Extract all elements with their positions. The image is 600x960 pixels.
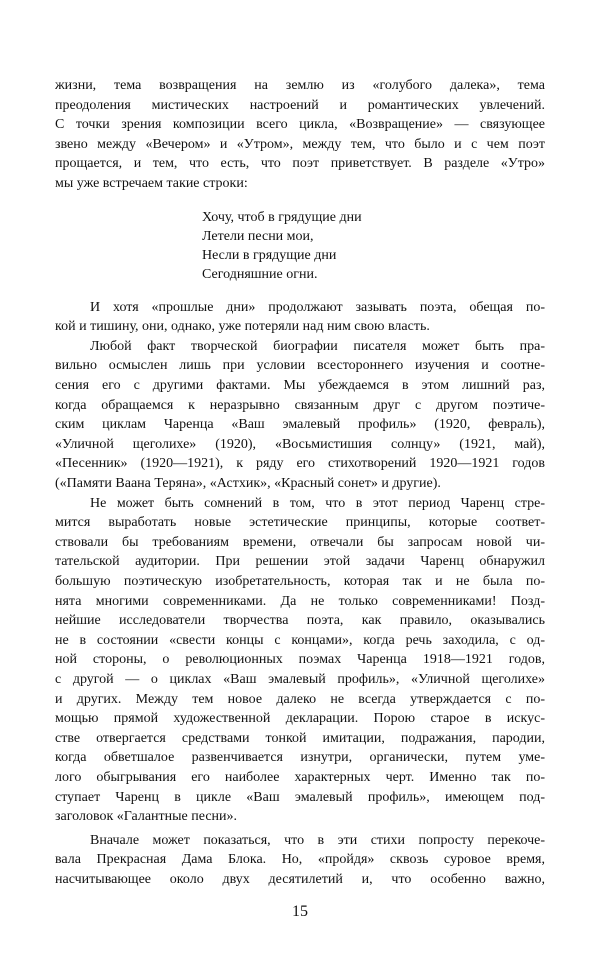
text-line: ствовали бы требованиям времени, отвечали бы запросам новой чи- [55, 534, 545, 550]
text-line: заголовок «Галантные песни». [55, 809, 238, 825]
text-line: кой и тишину, они, однако, уже потеряли над ним свою власть. [55, 319, 430, 335]
text-line: ступает Чаренц в цикле «Ваш эмалевый профиль», имеющем под- [55, 789, 545, 805]
text-line: с другой — о циклах «Ваш эмалевый профиль», «Уличной щеголихе» [55, 672, 545, 687]
text-line: большую поэтическую изобретательность, которая так и не была по- [55, 574, 545, 589]
text-line: не в состоянии «свести концы с концами», когда речь заходила, с од- [55, 632, 545, 648]
text-line: вильно осмыслен лишь при условии всестороннего изучения и соотне- [55, 358, 545, 374]
text-line: мится выработать новые эстетические принципы, которые соответ- [55, 515, 545, 531]
text-line: и других. Между тем новое далеко не всегда утверждается с по- [55, 691, 545, 707]
text-line: («Памяти Ваана Теряна», «Астхик», «Красный сонет» и другие). [55, 476, 441, 491]
text-line: жизни, тема возвращения на землю из «голубого далека», тема [55, 78, 545, 93]
text-line: насчитывающее около двух десятилетий и, что особенно важно, [55, 872, 545, 887]
text-line: мы уже встречаем такие строки: [55, 176, 248, 191]
text-line: прощается, и тем, что есть, что поэт приветствует. В разделе «Утро» [55, 156, 545, 172]
verse-line: Летели песни мои, [202, 228, 314, 244]
text-line: мощью прямой художественной декларации. Порою старое в искус- [55, 711, 545, 727]
text-line: И хотя «прошлые дни» продолжают зазывать поэта, обещая по- [90, 299, 545, 315]
verse-line: Сегодняшние огни. [202, 266, 318, 282]
text-line: «Песенник» (1920—1921), к ряду его стихотворений 1920—1921 годов [55, 456, 545, 472]
text-line: нята многими современниками. Да не только современниками! Позд- [55, 593, 545, 609]
page-number: 15 [292, 902, 308, 920]
text-line: сения его с другими фактами. Мы убеждаемся в этом лишний раз, [55, 378, 545, 393]
text-line: вала Прекрасная Дама Блока. Но, «пройдя» сквозь суровое время, [55, 852, 545, 868]
text-line: ной стороны, о революционных поэмах Чаренца 1918—1921 годов, [55, 652, 545, 668]
text-line: «Уличной щеголихе» (1920), «Восьмистишия солнцу» (1921, май), [55, 436, 545, 452]
text-line: нейшие исследователи творчества поэта, как правило, оказывались [55, 613, 545, 629]
text-line: звено между «Вечером» и «Утром», между тем, что было и с чем поэт [55, 136, 545, 152]
text-line: тательской аудитории. При решении этой задачи Чаренц обнаружил [55, 554, 545, 570]
text-line: когда обветшалое развенчивается изнутри, органически, путем уме- [55, 750, 545, 766]
verse-line: Хочу, чтоб в грядущие дни [202, 209, 362, 225]
text-line: преодоления мистических настроений и романтических увлечений. [55, 97, 545, 113]
text-line: стве отвергается средствами тонкой имитации, подражания, пародии, [55, 730, 545, 746]
text-line: когда обращаемся к неразрывно связанным друг с другом поэтиче- [55, 397, 545, 413]
text-line: Любой факт творческой биографии писателя может быть пра- [90, 338, 545, 354]
text-line: ским циклам Чаренца «Ваш эмалевый профиль» (1920, февраль), [55, 417, 545, 433]
verse-line: Несли в грядущие дни [202, 247, 337, 263]
text-line: С точки зрения композиции всего цикла, «Возвращение» — связующее [55, 117, 545, 133]
text-line: Вначале может показаться, что в эти стихи попросту перекоче- [90, 832, 545, 848]
text-line: лого обыгрывания его наиболее характерных черт. Именно так по- [55, 770, 545, 785]
text-line: Не может быть сомнений в том, что в этот период Чаренц стре- [90, 495, 545, 511]
